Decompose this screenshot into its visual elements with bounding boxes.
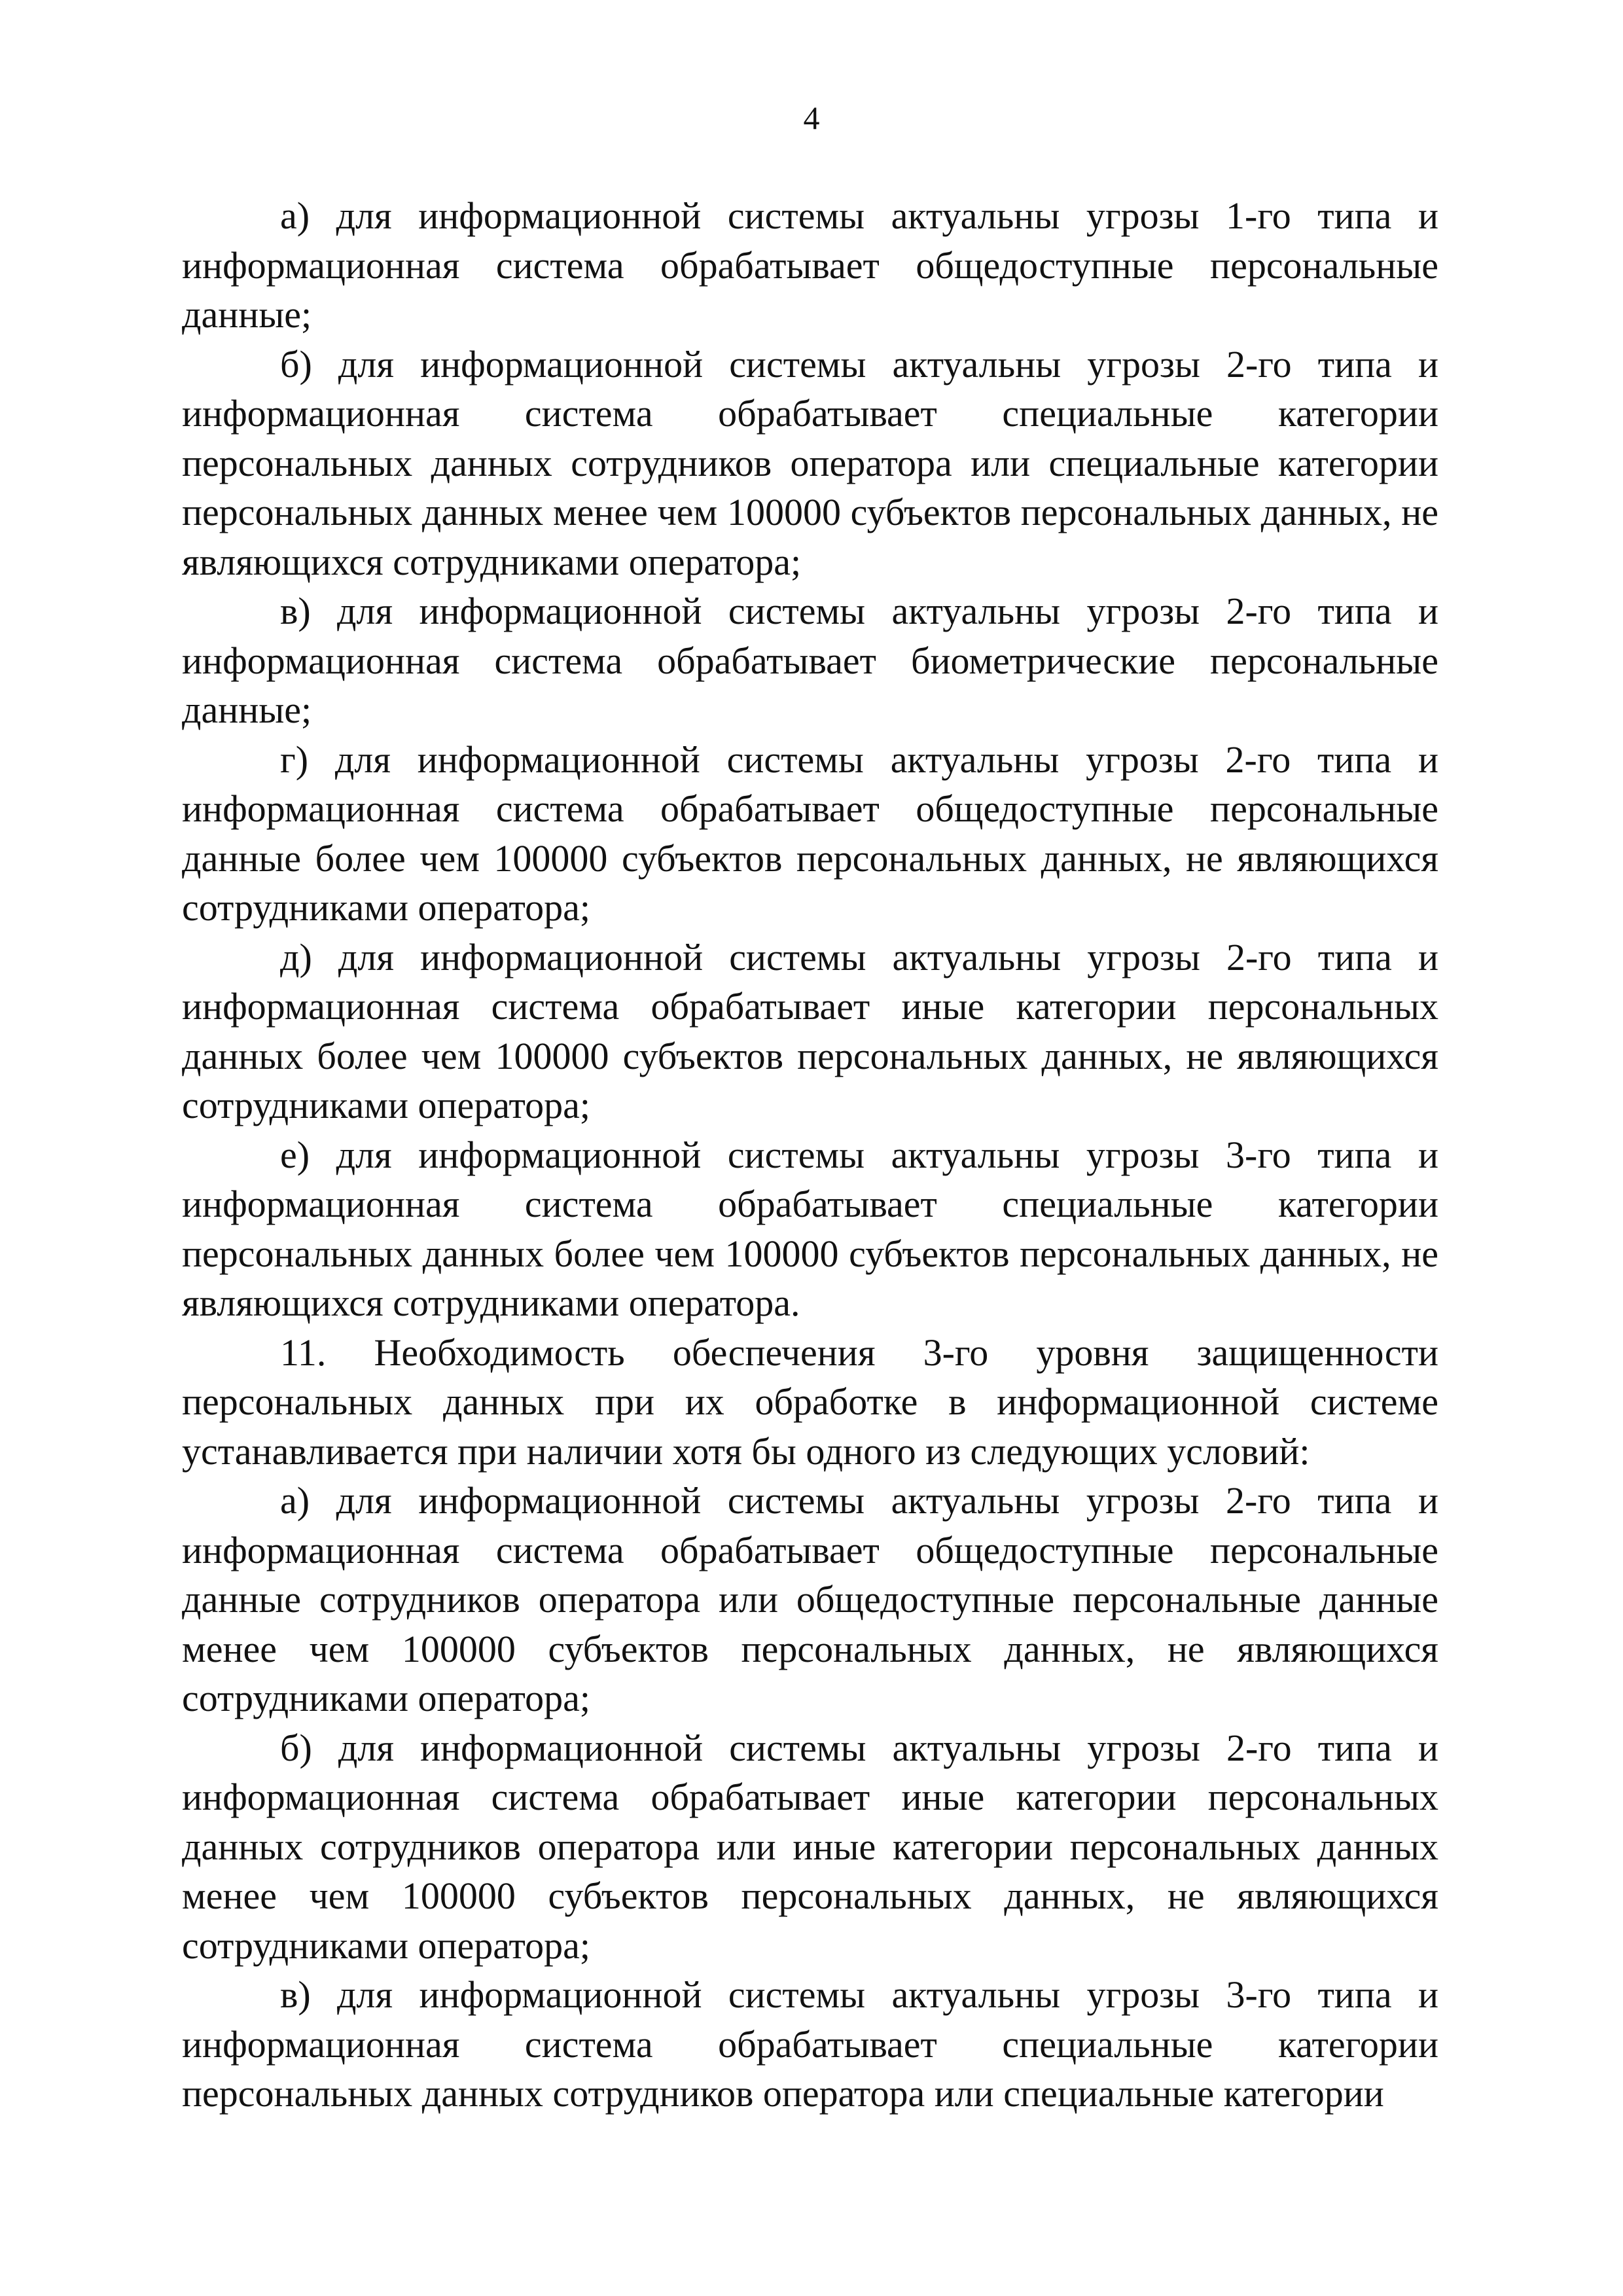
paragraph-item-g-level-2: г) для информационной системы актуальны угрозы 2-го типа и информационная система обрабатывает общедоступные персональные данные более чем 100000 субъектов персональных данных, не являющихся сотрудниками оператора;: [182, 738, 1438, 929]
document-body: [182, 191, 1438, 2119]
paragraph-item-b-level-2: б) для информационной системы актуальны угрозы 2-го типа и информационная система обрабатывает специальные категории персональных данных сотрудников оператора или специальные категории персональных данных менее чем 100000 субъектов персональных данных, не являющихся сотрудниками оператора;: [182, 342, 1438, 583]
paragraph-item-a-level-3: а) для информационной системы актуальны угрозы 2-го типа и информационная система обрабатывает общедоступные персональные данные сотрудников оператора или общедоступные персональные данные менее чем 100000 субъектов персональных данных, не являющихся сотрудниками оператора;: [182, 1479, 1438, 1719]
paragraph-item-v-level-3: в) для информационной системы актуальны угрозы 3-го типа и информационная система обрабатывает специальные категории персональных данных сотрудников оператора или специальные категории: [182, 1973, 1438, 2115]
paragraph-item-a-level-2: а) для информационной системы актуальны угрозы 1-го типа и информационная система обрабатывает общедоступные персональные данные;: [182, 194, 1438, 336]
paragraph-item-e-level-2: е) для информационной системы актуальны угрозы 3-го типа и информационная система обрабатывает специальные категории персональных данных более чем 100000 субъектов персональных данных, не являющихся сотрудниками оператора.: [182, 1133, 1438, 1324]
page-number: 4: [803, 99, 820, 136]
paragraph-item-b-level-3: б) для информационной системы актуальны угрозы 2-го типа и информационная система обрабатывает иные категории персональных данных сотрудников оператора или иные категории персональных данных менее чем 100000 субъектов персональных данных, не являющихся сотрудниками оператора;: [182, 1726, 1438, 1967]
paragraph-item-d-level-2: д) для информационной системы актуальны угрозы 2-го типа и информационная система обрабатывает иные категории персональных данных более чем 100000 субъектов персональных данных, не являющихся сотрудниками оператора;: [182, 935, 1438, 1126]
paragraph-clause-11: 11. Необходимость обеспечения 3-го уровня защищенности персональных данных при их обработке в информационной системе устанавливается при наличии хотя бы одного из следующих условий:: [182, 1331, 1438, 1473]
paragraph-item-v-level-2: в) для информационной системы актуальны угрозы 2-го типа и информационная система обрабатывает биометрические персональные данные;: [182, 590, 1438, 731]
